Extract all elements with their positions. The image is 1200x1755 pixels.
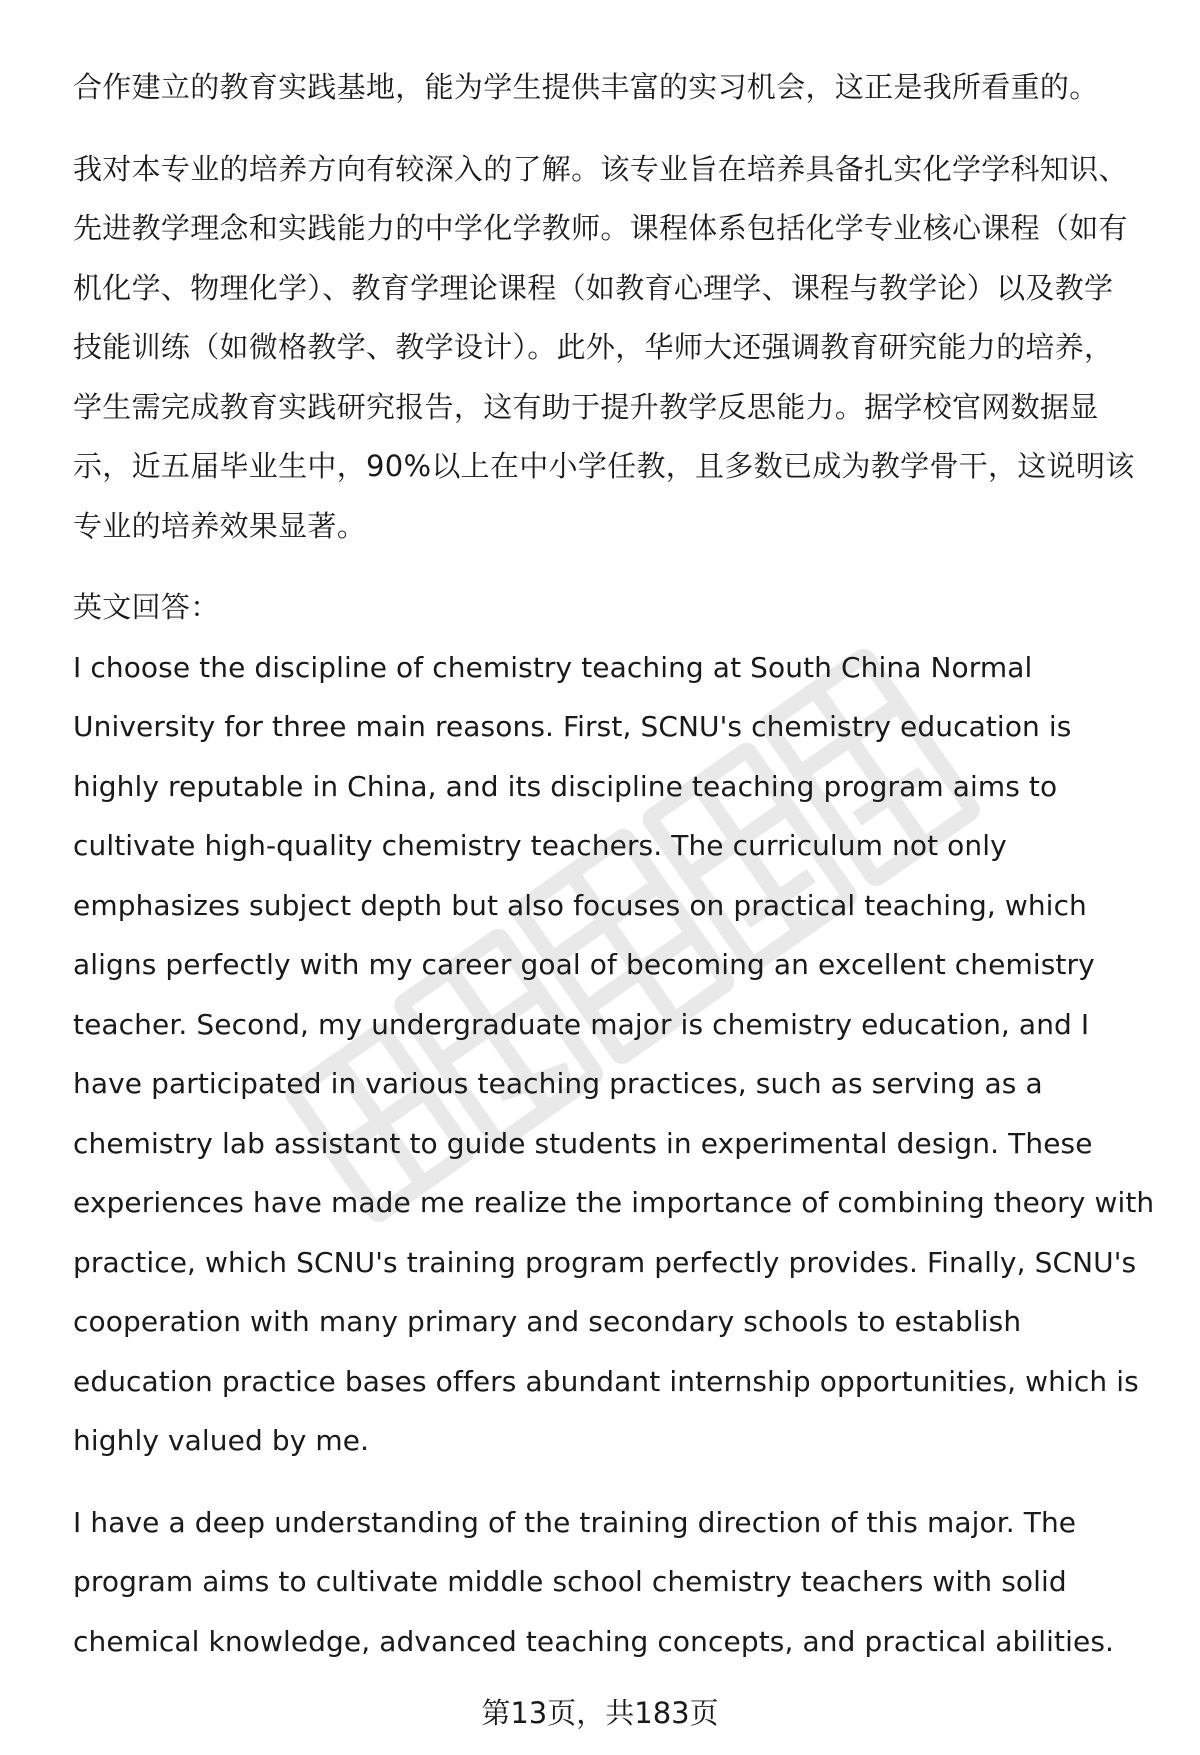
english-answer-heading: 英文回答： [73, 590, 220, 624]
text-line: 先进教学理念和实践能力的中学化学教师。课程体系包括化学专业核心课程（如有 [73, 211, 1128, 245]
text-line: highly reputable in China, and its discipline teaching program aims to [73, 769, 1058, 803]
cn-paragraph-continued [73, 58, 1173, 118]
text-line: 合作建立的教育实践基地，能为学生提供丰富的实习机会，这正是我所看重的。 [73, 70, 1099, 104]
text-line: emphasizes subject depth but also focuses on practical teaching, which [73, 888, 1087, 922]
text-line: cooperation with many primary and secondary schools to establish [73, 1305, 1022, 1338]
text-line: I have a deep understanding of the training direction of this major. The [73, 1505, 1077, 1539]
text-line: I choose the discipline of chemistry teaching at South China Normal [73, 650, 1033, 684]
text-line: chemical knowledge, advanced teaching concepts, and practical abilities. [73, 1624, 1115, 1658]
page-number-footer: 第13页，共183页 [481, 1696, 719, 1730]
en-paragraph-training-direction [73, 1493, 1173, 1672]
text-line: 专业的培养效果显著。 [73, 508, 367, 543]
text-line: 示，近五届毕业生中，90%以上在中小学任教，且多数已成为教学骨干，这说明该 [73, 449, 1135, 483]
text-line: education practice bases offers abundant internship opportunities, which is [73, 1364, 1139, 1398]
text-line: University for three main reasons. First, SCNU's chemistry education is [73, 710, 1072, 743]
text-line: program aims to cultivate middle school chemistry teachers with solid [73, 1565, 1067, 1598]
text-line: cultivate high-quality chemistry teachers. The curriculum not only [73, 829, 1007, 862]
cn-paragraph-training-direction [73, 140, 1173, 557]
text-line: aligns perfectly with my career goal of becoming an excellent chemistry [73, 948, 1095, 981]
text-line: highly valued by me. [73, 1424, 370, 1457]
document-body [73, 58, 1173, 1671]
text-line: chemistry lab assistant to guide students in experimental design. These [73, 1126, 1093, 1160]
en-paragraph-reasons [73, 638, 1173, 1471]
text-line: 机化学、物理化学）、教育学理论课程（如教育心理学、课程与教学论）以及教学 [73, 270, 1114, 305]
text-line: 技能训练（如微格教学、教学设计）。此外，华师大还强调教育研究能力的培养， [73, 330, 1114, 364]
text-line: teacher. Second, my undergraduate major is chemistry education, and I [73, 1007, 1090, 1041]
text-line: practice, which SCNU's training program perfectly provides. Finally, SCNU's [73, 1245, 1137, 1279]
text-line: 学生需完成教育实践研究报告，这有助于提升教学反思能力。据学校官网数据显 [73, 389, 1099, 424]
text-line: 我对本专业的培养方向有较深入的了解。该专业旨在培养具备扎实化学学科知识、 [73, 151, 1128, 186]
text-line: have participated in various teaching practices, such as serving as a [73, 1067, 1043, 1100]
text-line: experiences have made me realize the importance of combining theory with [73, 1186, 1155, 1219]
